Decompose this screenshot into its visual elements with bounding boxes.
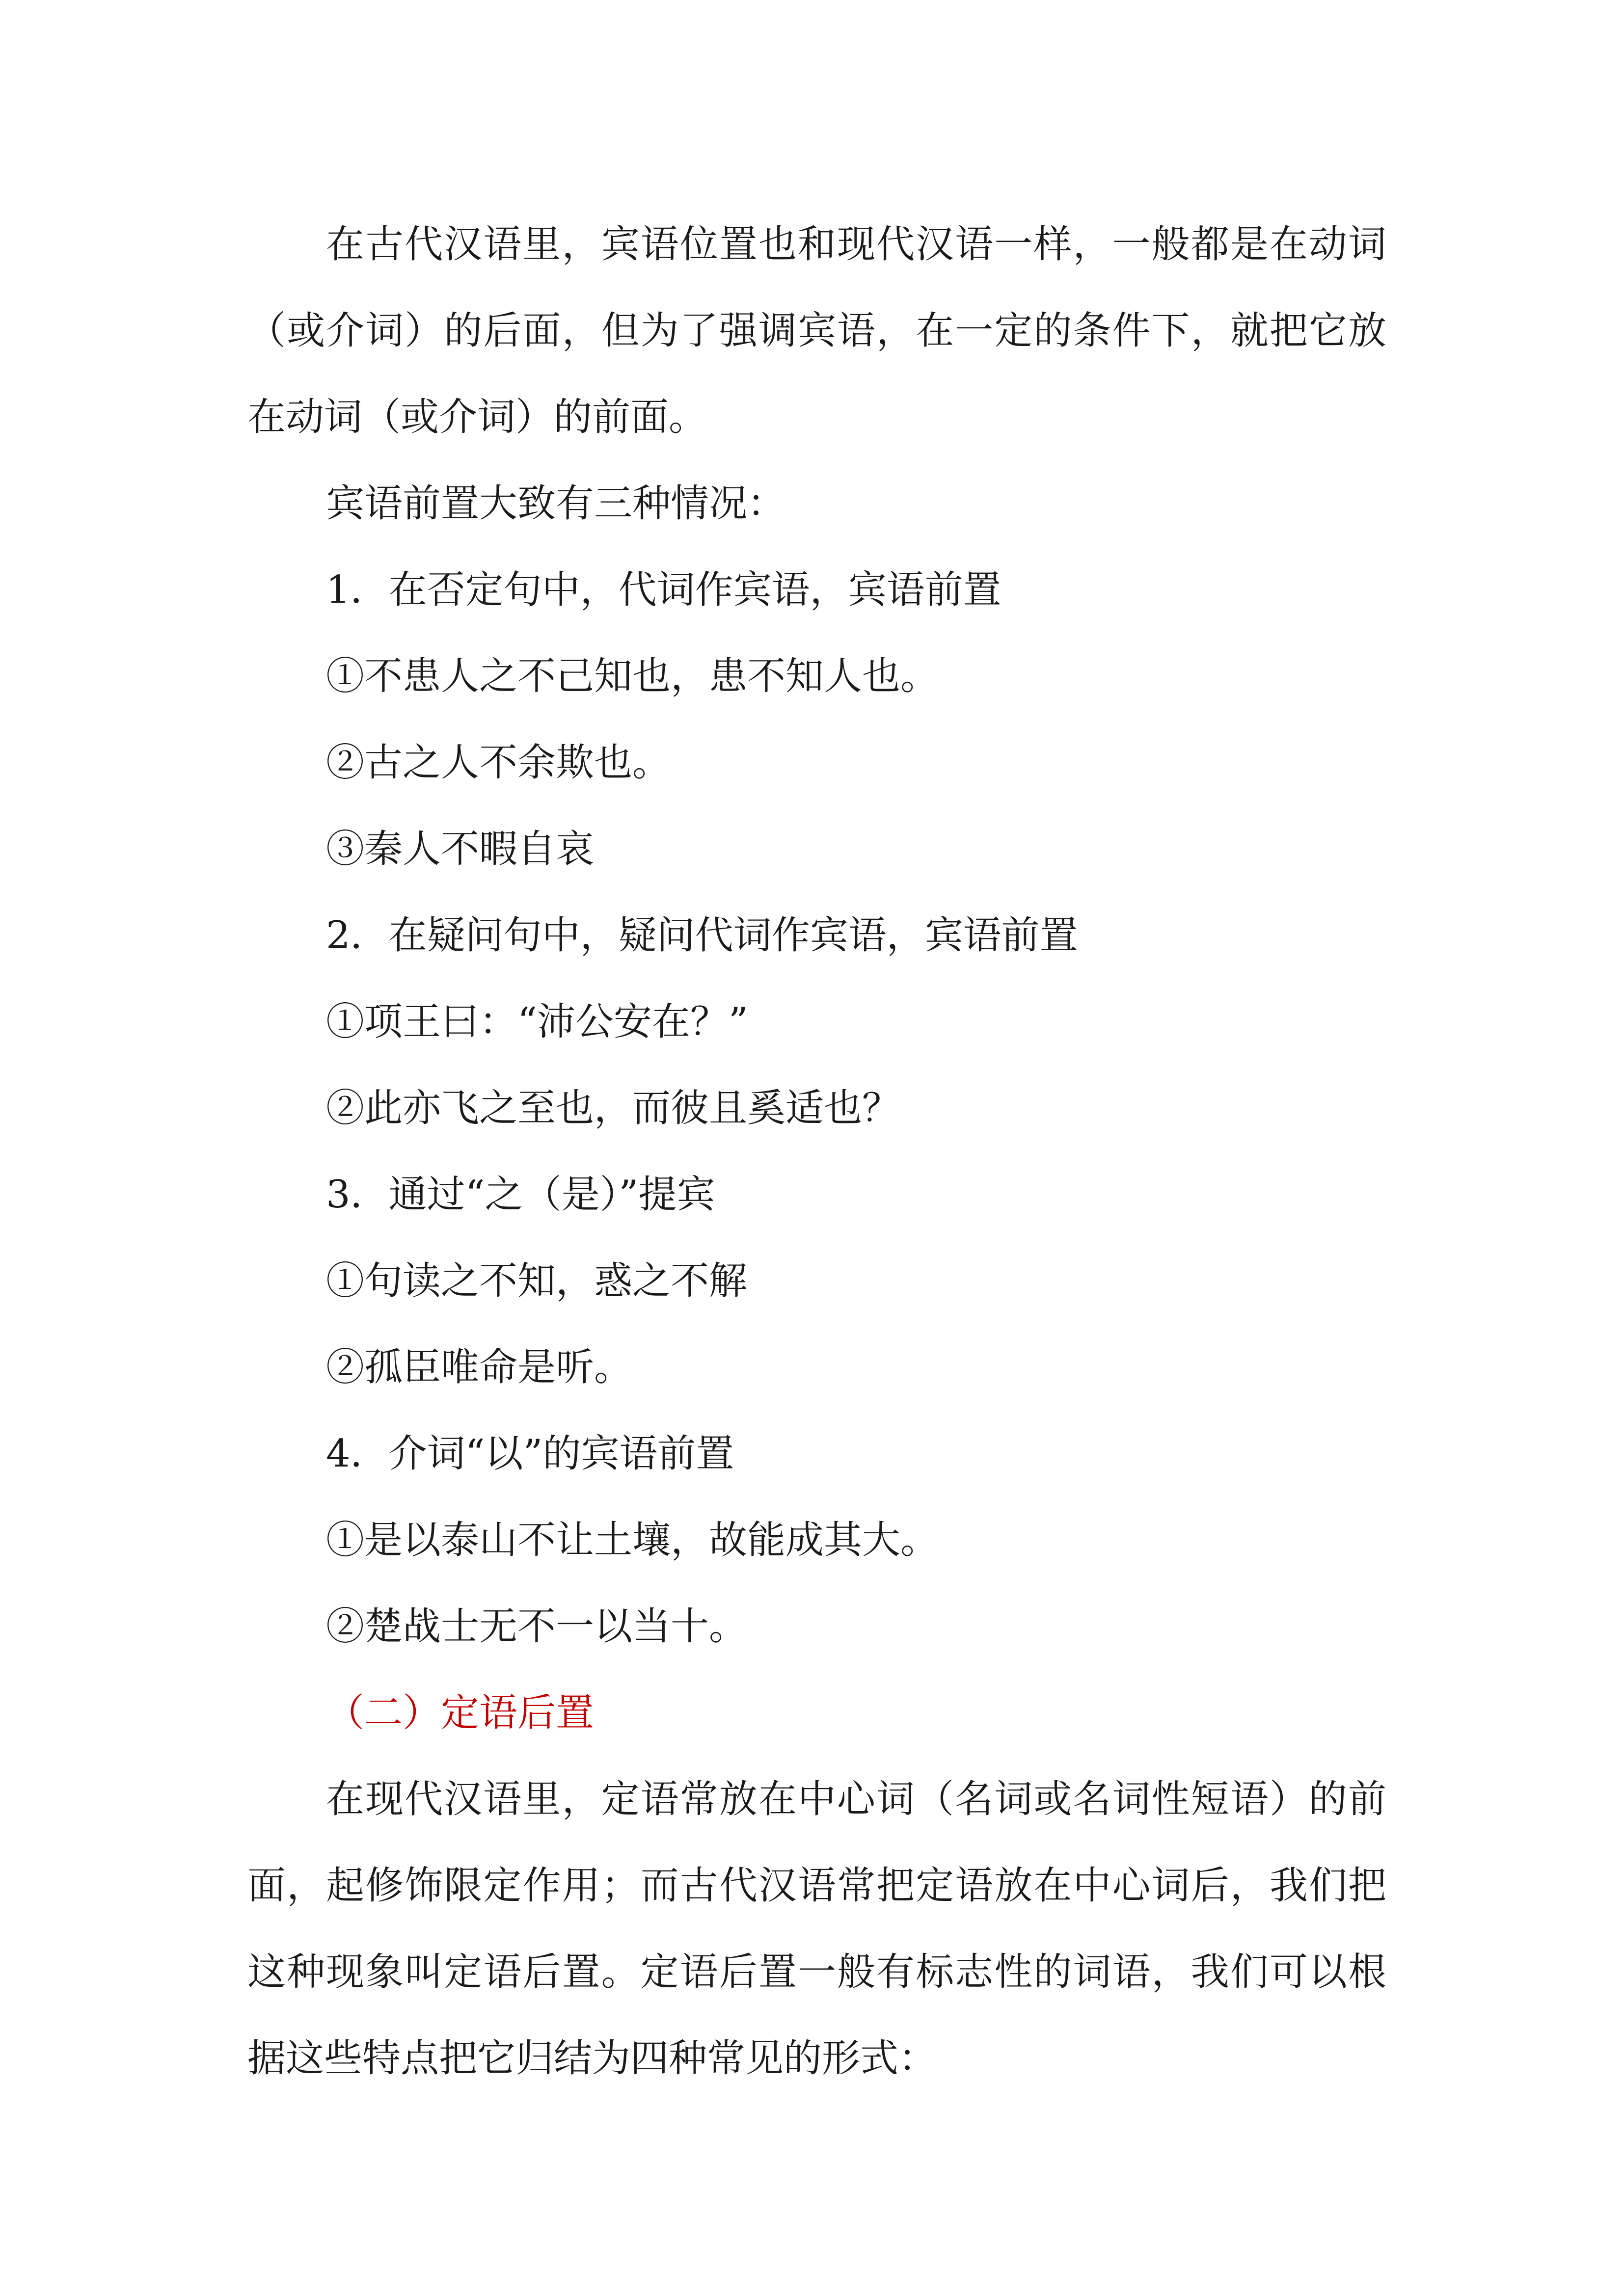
- rule-3-heading: 3．通过“之（是）”提宾: [326, 1173, 715, 1217]
- section-heading: （二）定语后置: [326, 1691, 595, 1735]
- rule-1-heading: 1．在否定句中，代词作宾语，宾语前置: [326, 568, 1001, 612]
- rule-2-heading: 2．在疑问句中，疑问代词作宾语，宾语前置: [326, 913, 1078, 958]
- example-line: ①句读之不知，惑之不解: [326, 1259, 748, 1303]
- example-line: ②楚战士无不一以当十。: [326, 1604, 748, 1649]
- example-line: ①项王曰：“沛公安在？”: [326, 1000, 748, 1044]
- intro-paragraph: 在古代汉语里，宾语位置也和现代汉语一样，一般都是在动词（或介词）的后面，但为了强调宾语，在一定的条件下，就把它放在动词（或介词）的前面。: [247, 222, 1386, 439]
- example-line: ③秦人不暇自哀: [326, 827, 595, 871]
- summary-line: 宾语前置大致有三种情况：: [326, 481, 786, 526]
- example-line: ①是以泰山不让土壤，故能成其大。: [326, 1518, 939, 1562]
- document-body: [247, 201, 1386, 2102]
- example-line: ②古之人不余欺也。: [326, 741, 671, 785]
- example-line: ②孤臣唯命是听。: [326, 1345, 633, 1389]
- closing-paragraph: 在现代汉语里，定语常放在中心词（名词或名词性短语）的前面，起修饰限定作用；而古代汉语常把定语放在中心词后，我们把这种现象叫定语后置。定语后置一般有标志性的词语，我们可以根据这些特点把它归结为四种常见的形式：: [247, 1777, 1386, 2081]
- example-line: ②此亦飞之至也，而彼且奚适也？: [326, 1086, 901, 1130]
- rule-4-heading: 4．介词“以”的宾语前置: [326, 1432, 734, 1476]
- example-line: ①不患人之不己知也，患不知人也。: [326, 654, 939, 698]
